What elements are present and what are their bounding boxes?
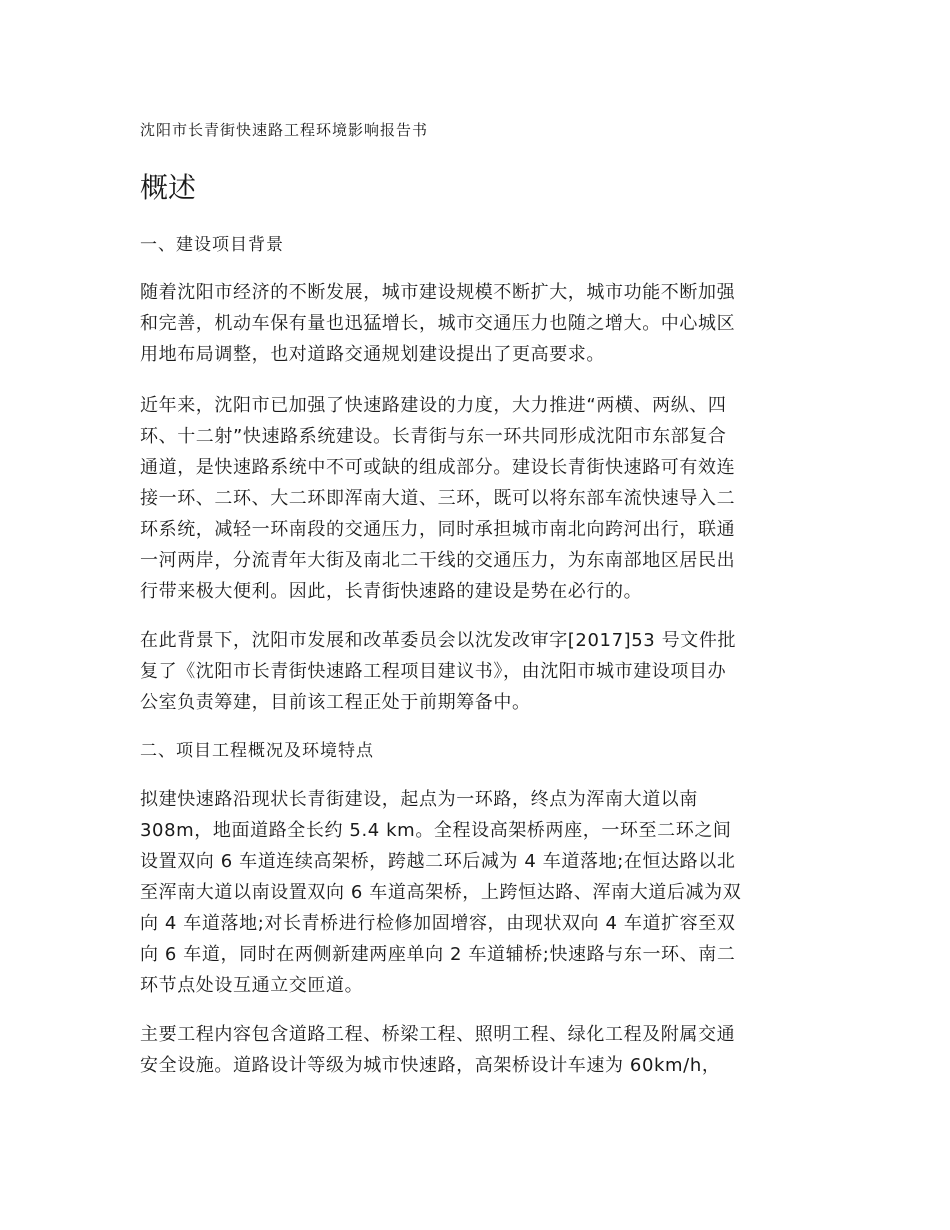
paragraph-background-1 [140,277,820,370]
paragraph-background-3 [140,625,820,718]
document-title: 沈阳市长青街快速路工程环境影响报告书 [140,121,429,139]
paragraph-line: 行带来极大便利。因此，长青街快速路的建设是势在必行的。 [140,581,643,602]
paragraph-line: 环系统，减轻一环南段的交通压力，同时承担城市南北向跨河出行，联通 [140,519,736,540]
paragraph-line: 复了《沈阳市长青街快速路工程项目建议书》，由沈阳市城市建设项目办 [140,661,727,682]
paragraph-line: 和完善，机动车保有量也迅猛增长，城市交通压力也随之增大。中心城区 [140,313,736,334]
paragraph-line: 近年来，沈阳市已加强了快速路建设的力度，大力推进“两横、两纵、四 [140,395,727,416]
paragraph-line: 公室负责筹建，目前该工程正处于前期筹备中。 [140,692,531,713]
paragraph-line: 308m，地面道路全长约 5.4 km。全程设高架桥两座，一环至二环之间 [140,820,732,841]
paragraph-line: 向 4 车道落地;对长青桥进行检修加固增容，由现状双向 4 车道扩容至双 [140,913,736,934]
section-heading-background: 一、建设项目背景 [140,235,284,255]
paragraph-line: 接一环、二环、大二环即浑南大道、三环，既可以将东部车流快速导入二 [140,488,736,509]
paragraph-line: 拟建快速路沿现状长青街建设，起点为一环路，终点为浑南大道以南 [140,789,698,810]
paragraph-line: 至浑南大道以南设置双向 6 车道高架桥，上跨恒达路、浑南大道后减为双 [140,882,742,903]
paragraph-line: 用地布局调整，也对道路交通规划建设提出了更高要求。 [140,344,605,365]
paragraph-project-overview-2 [140,1019,820,1081]
paragraph-line: 向 6 车道，同时在两侧新建两座单向 2 车道辅桥;快速路与东一环、南二 [140,944,736,965]
paragraph-project-overview-1 [140,784,820,1001]
paragraph-line: 环节点处设互通立交匝道。 [140,975,364,996]
paragraph-line: 环、十二射”快速路系统建设。长青街与东一环共同形成沈阳市东部复合 [140,426,727,447]
paragraph-line: 在此背景下，沈阳市发展和改革委员会以沈发改审字[2017]53 号文件批 [140,630,737,651]
overview-heading: 概述 [140,171,197,204]
paragraph-line: 设置双向 6 车道连续高架桥，跨越二环后减为 4 车道落地;在恒达路以北 [140,851,736,872]
paragraph-background-2 [140,390,820,607]
paragraph-line: 安全设施。道路设计等级为城市快速路，高架桥设计车速为 60km/h， [140,1055,721,1076]
paragraph-line: 一河两岸，分流青年大街及南北二干线的交通压力，为东南部地区居民出 [140,550,736,571]
paragraph-line: 随着沈阳市经济的不断发展，城市建设规模不断扩大，城市功能不断加强 [140,282,736,303]
paragraph-line: 主要工程内容包含道路工程、桥梁工程、照明工程、绿化工程及附属交通 [140,1024,736,1045]
paragraph-line: 通道，是快速路系统中不可或缺的组成部分。建设长青街快速路可有效连 [140,457,736,478]
section-heading-project-overview: 二、项目工程概况及环境特点 [140,741,374,761]
